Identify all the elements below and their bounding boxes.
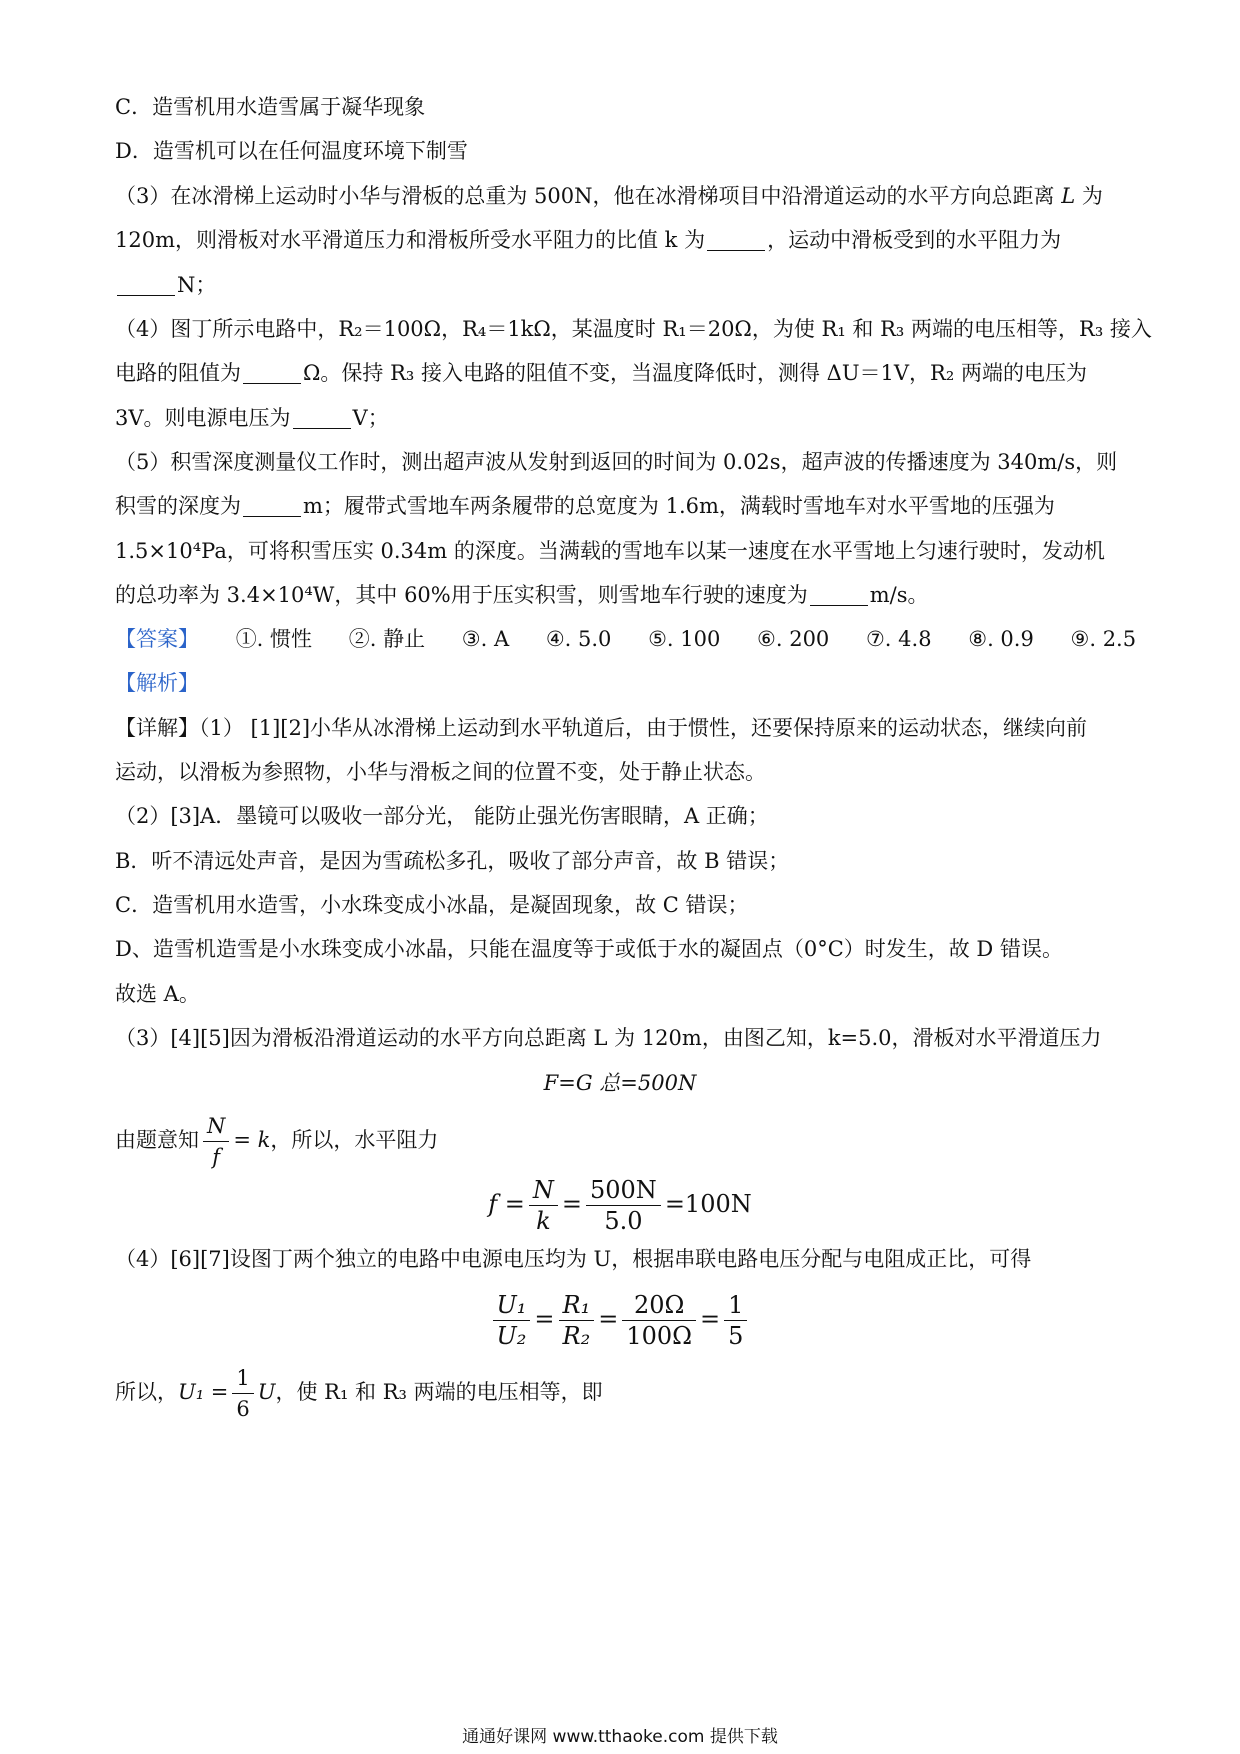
question-5-line2: 积雪的深度为 m；履带式雪地车两条履带的总宽度为 1.6m，满载时雪地车对水平雪地的压强为 xyxy=(115,494,1055,518)
analysis-text: 【详解】（1） [1][2]小华从冰滑梯上运动到水平轨道后，由于惯性，还要保持原来的运动状态，继续向前 xyxy=(115,716,1088,740)
page-footer: 通通好课网 www.tthaoke.com 提供下载 xyxy=(462,1727,778,1747)
analysis-label: 【解析】 xyxy=(115,671,199,695)
analysis-text: （2）[3]A．墨镜可以吸收一部分光， 能防止强光伤害眼睛，A 正确； xyxy=(115,804,769,828)
analysis-text: （3）[4][5]因为滑板沿滑道运动的水平方向总距离 L 为 120m，由图乙知，k=5.0，滑板对水平滑道压力 xyxy=(115,1026,1102,1050)
answer-blank xyxy=(117,273,175,296)
equation-voltage-ratio: $\frac{\text{U₁}}{\text{U₂}}$ = $\frac{\text{R₁}}{\text{R₂}}$ = $\frac{20\Omega}{100\Omega}$ = $\frac{1}{5}$ xyxy=(0,1290,1240,1351)
analysis-text: C．造雪机用水造雪，小水珠变成小冰晶，是凝固现象，故 C 错误； xyxy=(115,893,749,917)
question-3-line1: （3）在冰滑梯上运动时小华与滑板的总重为 500N，他在冰滑梯项目中沿滑道运动的水平方向总距离 L 为 xyxy=(115,184,1103,208)
answer-item: ③. A xyxy=(461,627,510,651)
option-c: C．造雪机用水造雪属于凝华现象 xyxy=(115,95,426,119)
analysis-text: 故选 A。 xyxy=(115,982,200,1006)
question-5-line3: 1.5×10⁴Pa，可将积雪压实 0.34m 的深度。当满载的雪地车以某一速度在水平雪地上匀速行驶时，发动机 xyxy=(115,539,1105,563)
question-4-line1: （4）图丁所示电路中，R₂＝100Ω，R₄＝1kΩ，某温度时 R₁＝20Ω，为使 R₁ 和 R₃ 两端的电压相等，R₃ 接入 xyxy=(115,317,1152,341)
answer-item: ⑤. 100 xyxy=(648,627,721,651)
question-5-line4: 的总功率为 3.4×10⁴W，其中 60%用于压实积雪，则雪地车行驶的速度为 m/s。 xyxy=(115,583,929,607)
analysis-text: D、造雪机造雪是小水珠变成小冰晶，只能在温度等于或低于水的凝固点（0°C）时发生，故 D 错误。 xyxy=(115,937,1063,961)
answer-blank xyxy=(243,494,301,517)
answer-item: ④. 5.0 xyxy=(545,627,612,651)
answer-item: ⑨. 2.5 xyxy=(1070,627,1137,651)
question-3-line3: N； xyxy=(115,270,1125,300)
answer-item: ②. 静止 xyxy=(348,627,426,651)
question-4-line2: 电路的阻值为 Ω。保持 R₃ 接入电路的阻值不变，当温度降低时，测得 ΔU＝1V，R₂ 两端的电压为 xyxy=(115,361,1087,385)
question-4-line3: 3V。则电源电压为 V； xyxy=(115,406,389,430)
fraction-n-over-f: $\frac{N}{f}$ xyxy=(203,1111,229,1172)
answer-item: ⑧. 0.9 xyxy=(968,627,1034,651)
answer-item: ⑦. 4.8 xyxy=(865,627,932,651)
option-d: D．造雪机可以在任何温度环境下制雪 xyxy=(115,139,468,163)
answer-blank xyxy=(243,361,301,384)
equation-friction: f = $\frac{N}{k}$ = $\frac{500N}{5.0}$ =100N xyxy=(488,1176,752,1235)
analysis-ratio-line: 由题意知 $\frac{N}{f}$ = k，所以，水平阻力 xyxy=(115,1110,1125,1170)
analysis-text: B．听不清远处声音，是因为雪疏松多孔，吸收了部分声音，故 B 错误； xyxy=(115,849,790,873)
analysis-u1-line: 所以，U₁ = $\frac{1}{6}$ U，使 R₁ 和 R₃ 两端的电压相等，即 xyxy=(115,1362,1125,1422)
answer-label: 【答案】 xyxy=(115,627,199,651)
equation-force: F=G 总=500N xyxy=(543,1071,697,1095)
analysis-text: 运动，以滑板为参照物，小华与滑板之间的位置不变，处于静止状态。 xyxy=(115,760,766,784)
answer-blank xyxy=(810,583,868,606)
answer-item: ①. 惯性 xyxy=(235,627,313,651)
answer-line xyxy=(115,624,1137,654)
question-3-line2: 120m，则滑板对水平滑道压力和滑板所受水平阻力的比值 k 为 ，运动中滑板受到的水平阻力为 xyxy=(115,228,1062,252)
answer-item: ⑥. 200 xyxy=(757,627,830,651)
answer-blank xyxy=(293,406,351,429)
analysis-text: （4）[6][7]设图丁两个独立的电路中电源电压均为 U，根据串联电路电压分配与电阻成正比，可得 xyxy=(115,1247,1032,1271)
question-5-line1: （5）积雪深度测量仪工作时，测出超声波从发射到返回的时间为 0.02s，超声波的传播速度为 340m/s，则 xyxy=(115,450,1118,474)
answer-blank xyxy=(707,228,765,251)
